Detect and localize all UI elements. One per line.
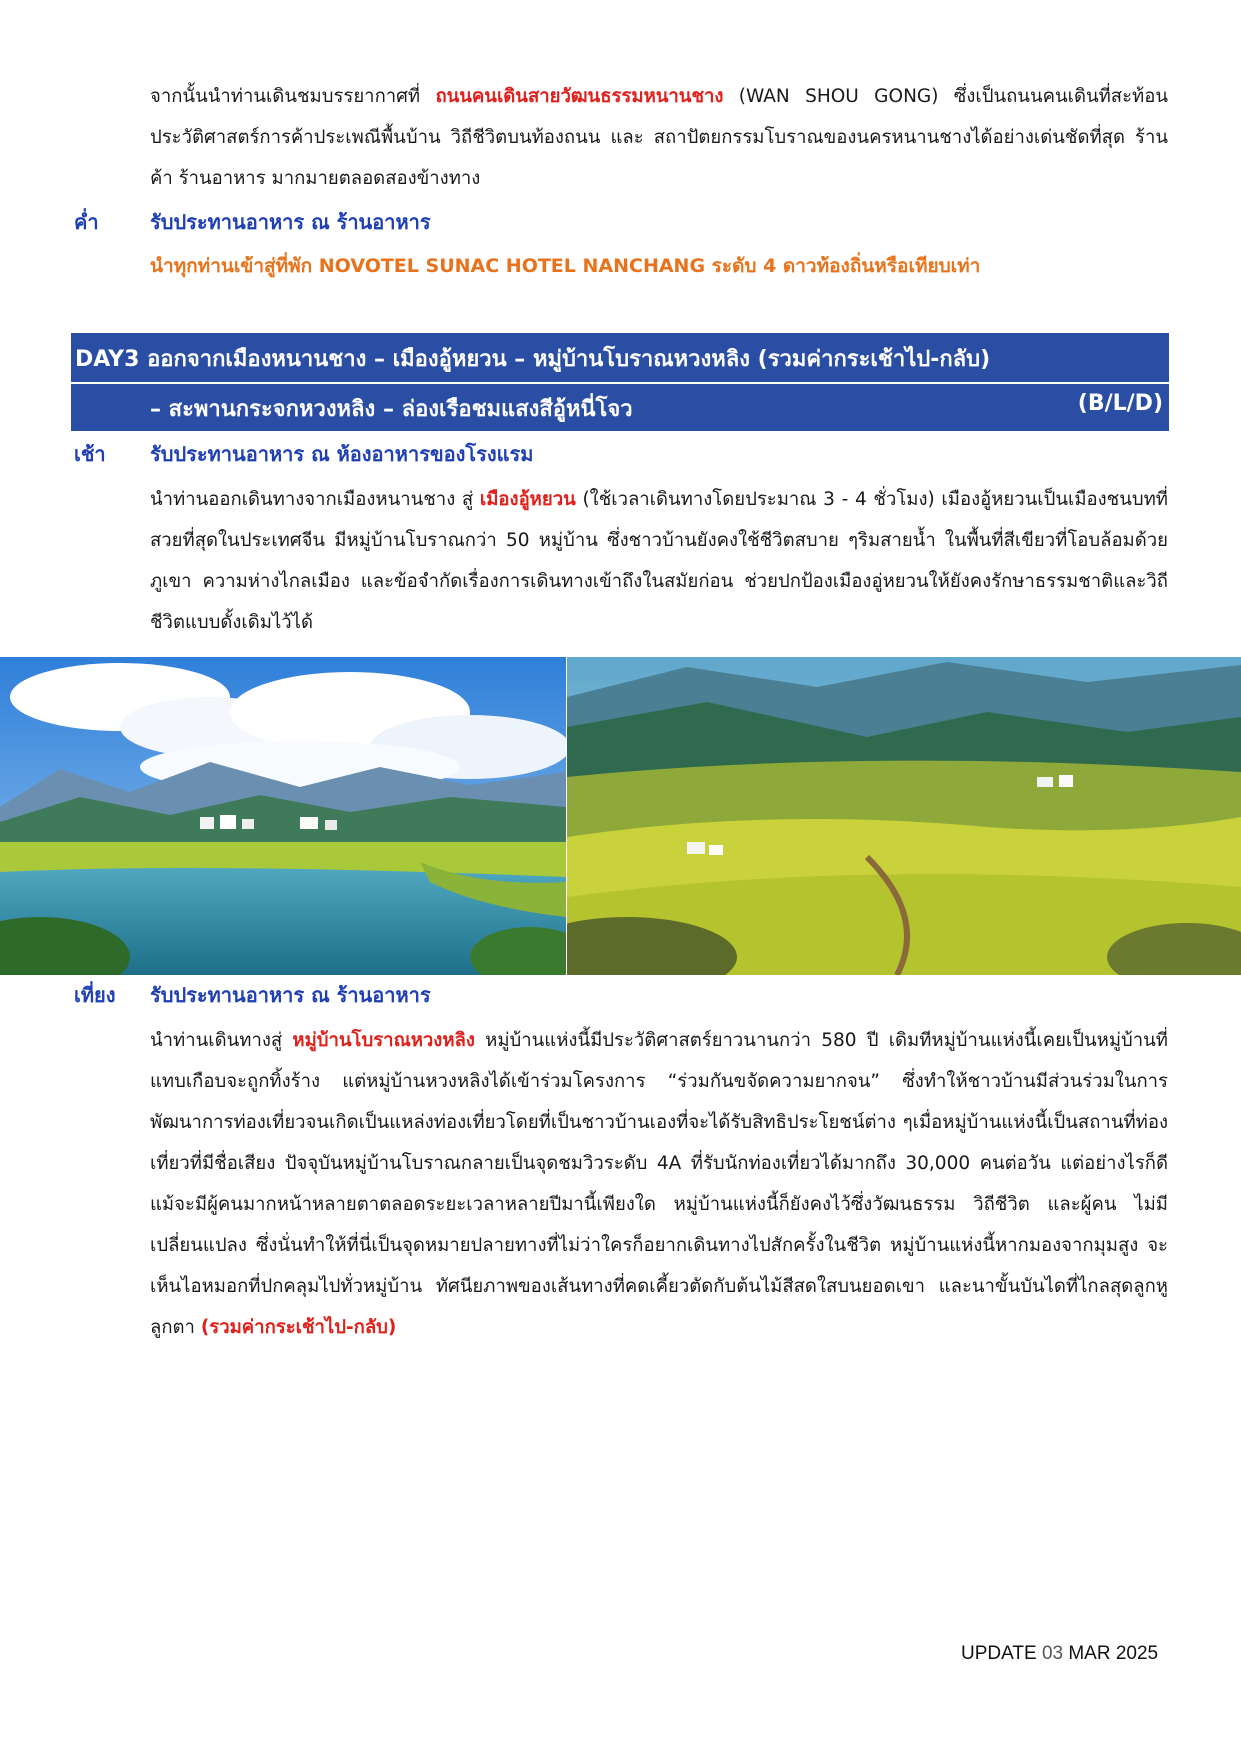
- lunch-paragraph: [150, 1020, 1168, 1348]
- day-banner-divider: [71, 382, 1169, 384]
- lunch-text-1: นำท่านเดินทางสู่: [150, 1030, 293, 1051]
- update-footer: [961, 1643, 1158, 1665]
- lunch-note: (รวมค่ากระเช้าไป-กลับ): [200, 1317, 397, 1338]
- lunch-label: เที่ยง: [74, 983, 116, 1007]
- dinner-label: ค่ำ: [74, 210, 99, 234]
- intro-paragraph: [150, 76, 1168, 199]
- intro-text-1: จากนั้นนำท่านเดินชมบรรยากาศที่: [150, 86, 436, 107]
- dinner-heading: รับประทานอาหาร ณ ร้านอาหาร: [150, 210, 431, 234]
- day-banner-meals: (B/L/D): [1077, 391, 1163, 416]
- day-banner-line2: – สะพานกระจกหวงหลิง – ล่องเรือชมแสงสีอู้หนี่โจว: [150, 397, 633, 422]
- footer-prefix: UPDATE: [961, 1643, 1042, 1664]
- lunch-heading: รับประทานอาหาร ณ ร้านอาหาร: [150, 983, 431, 1007]
- hotel-line: นำทุกท่านเข้าสู่ที่พัก NOVOTEL SUNAC HOTEL NANCHANG ระดับ 4 ดาวท้องถิ่นหรือเทียบเท่า: [150, 255, 981, 277]
- footer-suffix: MAR 2025: [1063, 1643, 1159, 1664]
- intro-highlight: ถนนคนเดินสายวัฒนธรรมหนานชาง: [435, 86, 724, 107]
- intro-text-2: (WAN SHOU GONG) ซึ่งเป็นถนนคนเดินที่สะท้อนประวัติศาสตร์การค้าประเพณีพื้นบ้าน วิถีชีวิตบนท้องถนน และ สถาปัตยกรรมโบราณของนครหนานชางได้อย่างเด่นชัดที่สุด ร้านค้า ร้านอาหาร มากมายตลอดสองข้างทาง: [150, 86, 1168, 189]
- breakfast-highlight: เมืองอู้หยวน: [479, 489, 576, 510]
- breakfast-label: เช้า: [74, 442, 106, 466]
- lunch-highlight: หมู่บ้านโบราณหวงหลิง: [292, 1030, 475, 1051]
- breakfast-text-1: นำท่านออกเดินทางจากเมืองหนานชาง สู่: [150, 489, 480, 510]
- breakfast-text-2: (ใช้เวลาเดินทางโดยประมาณ 3 - 4 ชั่วโมง) เมืองอู้หยวนเป็นเมืองชนบทที่สวยที่สุดในประเทศจีน มีหมู่บ้านโบราณกว่า 50 หมู่บ้าน ซึ่งชาวบ้านยังคงใช้ชีวิตสบาย ๆริมสายน้ำ ในพื้นที่สีเขียวที่โอบล้อมด้วยภูเขา ความห่างไกลเมือง และข้อจำกัดเรื่องการเดินทางเข้าถึงในสมัยก่อน ช่วยปกป้องเมืองอู่หยวนให้ยังคงรักษาธรรมชาติและวิถีชีวิตแบบดั้งเดิมไว้ได้: [150, 489, 1168, 633]
- day-banner: [71, 333, 1169, 431]
- breakfast-heading: รับประทานอาหาร ณ ห้องอาหารของโรงแรม: [150, 442, 534, 466]
- wuyuan-river-photo: [0, 657, 566, 975]
- footer-day: 03: [1041, 1643, 1064, 1664]
- lunch-text-2: หมู่บ้านแห่งนี้มีประวัติศาสตร์ยาวนานกว่า 580 ปี เดิมทีหมู่บ้านแห่งนี้เคยเป็นหมู่บ้านที่แทบเกือบจะถูกทิ้งร้าง แต่หมู่บ้านหวงหลิงได้เข้าร่วมโครงการ “ร่วมกันขจัดความยากจน” ซึ่งทำให้ชาวบ้านมีส่วนร่วมในการพัฒนาการท่องเที่ยวจนเกิดเป็นแหล่งท่องเที่ยวโดยที่เป็นชาวบ้านเองที่จะได้รับสิทธิประโยชน์ต่าง ๆเมื่อหมู่บ้านแห่งนี้เป็นสถานที่ท่องเที่ยวที่มีชื่อเสียง ปัจจุบันหมู่บ้านโบราณกลายเป็นจุดชมวิวระดับ 4A ที่รับนักท่องเที่ยวได้มากถึง 30,000 คนต่อวัน แต่อย่างไรก็ดีแม้จะมีผู้คนมากหน้าหลายตาตลอดระยะเวลาหลายปีมานี้เพียงใด หมู่บ้านแห่งนี้ก็ยังคงไว้ซึ่งวัฒนธรรม วิถีชีวิต และผู้คน ไม่มีเปลี่ยนแปลง ซึ่งนั่นทำให้ที่นี่เป็นจุดหมายปลายทางที่ไม่ว่าใครก็อยากเดินทางไปสักครั้งในชีวิต หมู่บ้านแห่งนี้หากมองจากมุมสูง จะเห็นไอหมอกที่ปกคลุมไปทั่วหมู่บ้าน ทัศนียภาพของเส้นทางที่คดเคี้ยวตัดกับต้นไม้สีสดใสบนยอดเขา และนาขั้นบันไดที่ไกลสุดลูกหูลูกตา: [150, 1030, 1168, 1338]
- huangling-terraces-photo: [567, 657, 1241, 975]
- breakfast-paragraph: [150, 479, 1168, 643]
- day-banner-line1: DAY3 ออกจากเมืองหนานชาง – เมืองอู้หยวน – หมู่บ้านโบราณหวงหลิง (รวมค่ากระเช้าไป-กลับ): [75, 347, 991, 372]
